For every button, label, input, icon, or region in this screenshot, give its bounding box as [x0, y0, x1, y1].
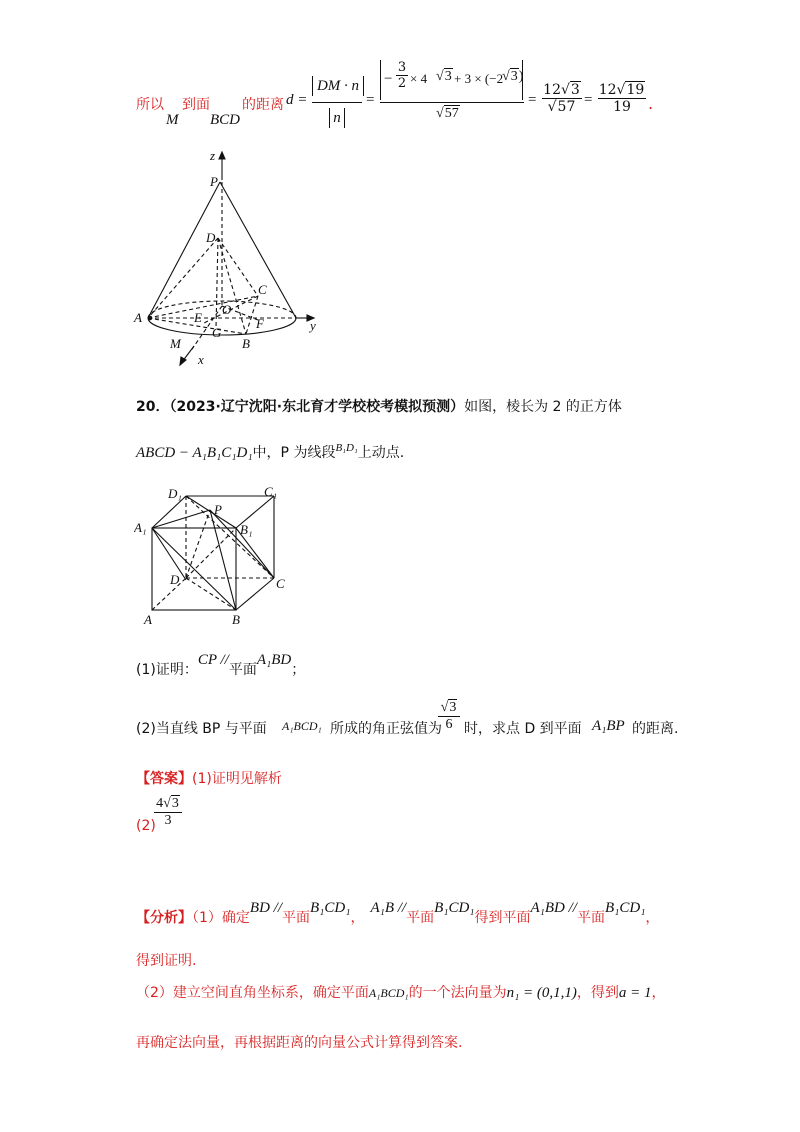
n-abs [329, 108, 345, 128]
analysis-tag: 【分析】 [136, 910, 192, 926]
twelve-b: 12 [598, 82, 617, 98]
part2-text-1: (2)当直线 BP 与平面 [136, 721, 267, 737]
answer-part2-label: (2) [136, 818, 156, 834]
sqrt19: 19 [626, 82, 645, 98]
analysis-plane-3: 平面 [576, 910, 605, 926]
fraction-dm-n [312, 76, 362, 130]
part2-text-3: 时，求点 D 到平面 [464, 721, 582, 737]
part2-line [136, 700, 696, 750]
analysis-l3-b: 的一个法向量为 [408, 985, 507, 1001]
plus-part: + 3 × (−2 [454, 71, 504, 86]
frac3-num: 12√19 [598, 82, 645, 98]
answer-four: 4 [156, 796, 164, 811]
problem-text-1: 如图，棱长为 2 的正方体 [464, 399, 622, 415]
sqrt3-c: 3 [570, 82, 580, 98]
edge-ad [152, 578, 186, 610]
big-abs-left [380, 60, 381, 100]
label-b2: B [232, 612, 240, 627]
label-d: D [206, 230, 216, 245]
line-a1d-solid [152, 528, 186, 580]
analysis-plane-1: 平面 [282, 910, 311, 926]
label-b: B [242, 336, 250, 351]
analysis-b1cd1-2: B₁CD₁ [434, 900, 475, 916]
line-dc [218, 238, 258, 296]
sqrt3-a: 3 [444, 69, 452, 84]
part1-label: (1)证明： [136, 662, 198, 678]
cone-side-left [148, 182, 220, 318]
analysis-l3-a: （2）建立空间直角坐标系，确定平面 [136, 985, 369, 1001]
three-halves [396, 60, 408, 91]
part2-fraction [438, 700, 460, 733]
analysis-b1cd1-1: B₁CD₁ [310, 900, 351, 916]
dm-n-abs [312, 76, 364, 96]
part1-target: A₁BD [256, 652, 292, 668]
label-f: F [256, 316, 264, 331]
frac2-den: √57 [547, 99, 576, 115]
label-a2: A [144, 612, 152, 627]
sqrt-sign-2: √3) [502, 69, 524, 84]
answer-frac-num: 4√3 [154, 796, 182, 813]
line-pc [210, 510, 274, 578]
problem-text-2-end: 上动点. [357, 445, 405, 461]
d-equals: d = [286, 92, 308, 108]
label-a: A [134, 310, 142, 325]
big-minus: − [384, 71, 393, 87]
twelve-a: 12 [543, 82, 561, 98]
analysis-b1cd1-3: B₁CD₁ [604, 900, 646, 916]
big-fraction-bar [380, 102, 524, 103]
label-d1: D₁ [168, 486, 182, 501]
analysis-line-2: 得到证明. [136, 953, 197, 969]
edge-bc [236, 578, 274, 610]
answer-tag: 【答案】 [136, 771, 192, 787]
label-p: P [210, 174, 218, 189]
problem-line-1 [136, 396, 622, 416]
part2-text-2: 所成的角正弦值为 [330, 721, 442, 737]
analysis-line-3 [136, 982, 696, 1002]
label-c: C [258, 282, 267, 297]
analysis-l1-a: （1）确定 [192, 910, 250, 926]
part2-sqrt3: 3 [449, 700, 457, 715]
line-d1b1 [186, 496, 236, 528]
line-ac [148, 296, 258, 318]
part2-plane2: A₁BP [592, 718, 625, 734]
label-m: M [170, 336, 181, 351]
analysis-line-1 [136, 900, 696, 928]
label-a1: A₁ [134, 520, 147, 535]
part2-frac-num: √3 [438, 700, 460, 717]
analysis-end-1: ， [645, 910, 660, 926]
analysis-l3-vec: n₁ = (0,1,1) [506, 985, 577, 1001]
answer-part1: (1)证明见解析 [192, 771, 282, 787]
problem-number: 20． [136, 399, 170, 415]
cube-figure [134, 484, 294, 630]
line-db [218, 238, 246, 334]
part2-text-4: 的距离. [632, 721, 679, 737]
times-four: × 4 [410, 71, 428, 86]
analysis-line-4: 再确定法向量，再根据距离的向量公式计算得到答案. [136, 1035, 463, 1051]
segment-b1d1: B₁D₁ [335, 442, 358, 454]
fraction-bar [312, 102, 362, 103]
cube-name: ABCD − A₁B₁C₁D₁ [136, 445, 253, 461]
eq-sign-3: = [584, 92, 593, 108]
fraction-big [380, 58, 524, 130]
formula-line [136, 58, 656, 138]
analysis-plane-2: 平面 [406, 910, 435, 926]
end-period: . [648, 94, 654, 113]
eq-sign-1: = [366, 92, 375, 108]
analysis-get: 得到平面 [474, 910, 531, 926]
three-halves-den: 2 [397, 76, 407, 91]
answer-fraction [154, 796, 182, 829]
answer-sqrt3: 3 [171, 796, 179, 811]
analysis-a1bd: A₁BD // [530, 900, 577, 916]
label-d2: D [170, 572, 180, 587]
line-a1p [152, 510, 210, 528]
base-front [148, 318, 296, 335]
analysis-l3-a1: a = 1 [618, 985, 652, 1001]
three-halves-num: 3 [397, 60, 407, 75]
sqrt-sign-1: √3 [436, 69, 452, 84]
sqrt57-b: 57 [557, 99, 576, 115]
line-d1c [186, 496, 274, 578]
distance-text: 的距离 [242, 97, 284, 113]
cone-figure [130, 148, 330, 370]
part1-plane: 平面 [228, 662, 257, 678]
sqrt57-den: √57 [436, 106, 459, 121]
label-z: z [210, 148, 216, 163]
z-arrow [219, 152, 225, 159]
n-text: n [333, 110, 341, 126]
label-c1: C₁ [264, 484, 278, 499]
part2-frac-den: 6 [445, 717, 453, 732]
line-da [148, 238, 218, 318]
label-b1: B₁ [240, 522, 253, 537]
label-y: y [310, 318, 316, 333]
part1-cp: CP // [197, 652, 229, 668]
analysis-a1b: A₁B // [370, 900, 407, 916]
frac3-den: 19 [613, 99, 631, 115]
analysis-comma-1: ， [350, 910, 365, 926]
line-dp [186, 510, 210, 578]
point-a-dot [148, 316, 152, 320]
analysis-l3-c: ，得到 [576, 985, 619, 1001]
so-text: 所以 [136, 97, 164, 113]
problem-line-2 [136, 442, 404, 462]
answer-frac-den: 3 [164, 813, 172, 828]
answer-line [136, 768, 282, 788]
plane-bcd: BCD [210, 112, 240, 128]
frac2-num: 12√3 [542, 82, 582, 99]
label-x: x [198, 352, 204, 367]
problem-source: （2023·辽宁沈阳·东北育才学校校考模拟预测） [169, 399, 465, 415]
analysis-l3-end: ， [651, 985, 666, 1001]
part1-end: ； [291, 662, 306, 678]
dm-n-text: DM · n [316, 78, 360, 94]
point-m: M [166, 112, 179, 128]
fraction-12sqrt19 [598, 82, 646, 126]
label-g: G [212, 325, 222, 340]
fraction-12sqrt3 [542, 82, 582, 126]
label-p2: P [214, 502, 222, 517]
problem-text-2: 中，P 为线段 [252, 445, 336, 461]
part1-line [136, 652, 305, 680]
label-c2: C [276, 576, 285, 591]
analysis-l3-plane: A₁BCD₁ [368, 986, 409, 1000]
part2-plane: A₁BCD₁ [282, 719, 322, 733]
analysis-bd: BD // [249, 900, 283, 916]
sqrt3-b: 3 [510, 69, 518, 84]
to-face-text: 到面 [182, 97, 210, 113]
sqrt57-a: 57 [444, 106, 459, 121]
label-o: O [222, 302, 232, 317]
label-e: E [194, 310, 202, 325]
eq-sign-2: = [528, 92, 537, 108]
